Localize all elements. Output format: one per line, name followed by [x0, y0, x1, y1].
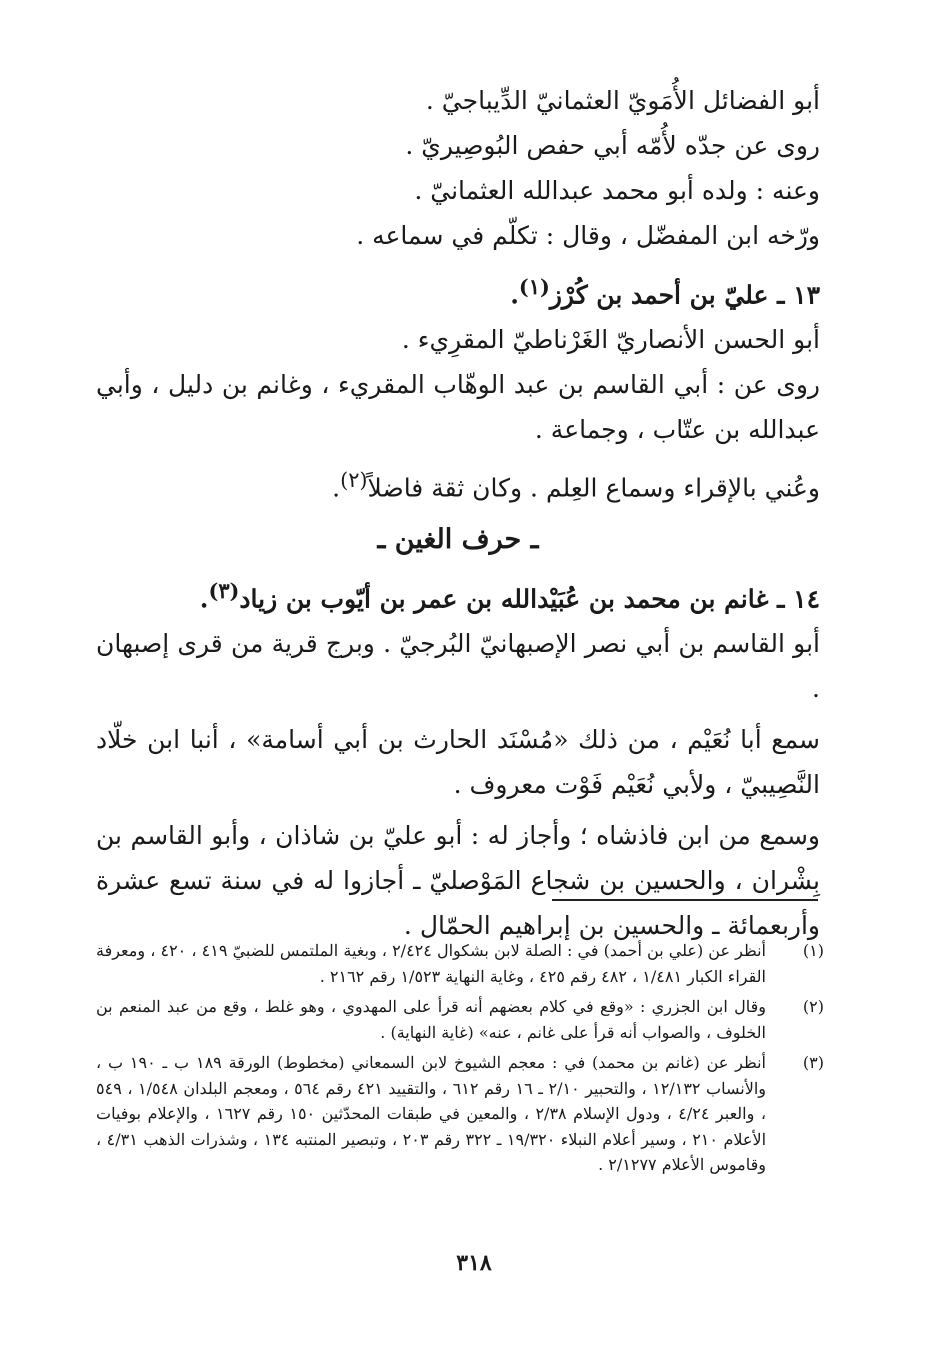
entry-heading-text: ١٤ ـ غانم بن محمد بن عُبَيْدالله بن عمر بن أيّوب بن زياد	[239, 583, 820, 613]
paragraph: سمع أبا نُعَيْم ، من ذلك «مُسْنَد الحارث بن أبي أسامة» ، أنبا ابن خلّاد النَّصِيبيّ ، ولأبي نُعَيْم فَوْت معروف .	[96, 724, 820, 799]
footnote-text: أنظر عن (غانم بن محمد) في : معجم الشيوخ لابن السمعاني (مخطوط) الورقة ١٨٩ ب ـ ١٩٠ ب ، والأنساب ١٢/١٣٢ ، والتحبير ٢/١٠ ـ ١٦ رقم ٦١٢ ، والتقييد ٤٢١ رقم ٥٦٤ ، ومعجم البلدان ١/٥٤٨ ، ٥٤٩ ، والعبر ٤/٢٤ ، ودول الإسلام ٢/٣٨ ، والمعين في طبقات المحدّثين ١٥٠ رقم ١٦٢٧ ، والإعلام بوفيات الأعلام ٢١٠ ، وسير أعلام النبلاء ١٩/٣٢٠ ـ ٣٢٢ رقم ٢٠٣ ، وتبصير المنتبه ١٣٤ ، وشذرات الذهب ٤/٣١ ، وقاموس الأعلام ٢/١٢٧٧ .	[96, 1053, 767, 1174]
footnote-number: (١)	[802, 941, 824, 960]
footnote	[96, 994, 824, 1045]
footnote-marker-1: (١)	[518, 274, 550, 299]
section-title: ـ حرف الغين ـ	[377, 523, 539, 555]
footnote-marker-3: (٣)	[208, 577, 240, 603]
paragraph: روى عن : أبي القاسم بن عبد الوهّاب المقريء ، وغانم بن دليل ، وأبي عبدالله بن عتّاب ، وجماعة .	[96, 370, 820, 445]
entry-13-heading	[96, 264, 820, 317]
text-line: ورّخه ابن المفضّل ، وقال : تكلّم في سماعه .	[356, 221, 820, 250]
footnote-number: (٣)	[802, 1053, 824, 1072]
footnote-text: وقال ابن الجزري : «وقع في كلام بعضهم أنه قرأ على المهدوي ، وهو غلط ، وقع من عبد المنعم بن الخلوف ، والصواب أنه قرأ على غانم ، عنه» (غاية النهاية) .	[96, 997, 766, 1042]
heading-period: .	[510, 280, 519, 310]
text-line: أبو الفضائل الأُمَويّ العثمانيّ الدِّيباجيّ .	[425, 86, 820, 115]
entry-14-heading	[96, 568, 820, 621]
footnote-number: (٢)	[802, 997, 824, 1016]
paragraph: وسمع من ابن فاذشاه ؛ وأجاز له : أبو عليّ بن شاذان ، وأبو القاسم بن بِشْران ، والحسين بن شجاع المَوْصليّ ـ أجازوا له في سنة تسع عشرة وأربعمائة ـ والحسين بن إبراهيم الحمّال .	[96, 820, 820, 940]
heading-period: .	[199, 583, 209, 613]
page-number: ٣١٨	[456, 1250, 492, 1276]
text-line: أبو الحسن الأنصاريّ الغَرْناطيّ المقرِيء .	[401, 325, 820, 355]
text-line: وعنه : ولده أبو محمد عبدالله العثمانيّ .	[414, 176, 820, 205]
text-line: أبو القاسم بن أبي نصر الإصبهانيّ البُرجيّ . وبرج قرية من قرى إصبهان .	[96, 628, 820, 703]
footnote-separator	[552, 899, 818, 901]
footnotes	[96, 938, 824, 1183]
paragraph	[96, 458, 820, 510]
paragraph-period: .	[332, 473, 341, 503]
footnote-text: أنظر عن (علي بن أحمد) في : الصلة لابن بشكوال ٢/٤٢٤ ، وبغية الملتمس للضبيّ ٤١٩ ، ٤٢٠ ، ومعرفة القراء الكبار ١/٤٨١ ، ٤٨٢ رقم ٤٢٥ ، وغاية النهاية ١/٥٢٣ رقم ٢١٦٢ .	[96, 941, 767, 986]
text-line: روى عن جدّه لأُمّه أبي حفص البُوصِيريّ .	[405, 131, 820, 160]
footnote	[96, 938, 824, 989]
footnote	[96, 1050, 824, 1178]
paragraph-text: وعُني بالإقراء وسماع العِلم . وكان ثقة فاضلاً	[367, 473, 820, 503]
entry-heading-text: ١٣ ـ عليّ بن أحمد بن كُرْز	[549, 280, 820, 310]
footnote-marker-2: (٢)	[340, 468, 368, 493]
main-text	[96, 78, 820, 948]
